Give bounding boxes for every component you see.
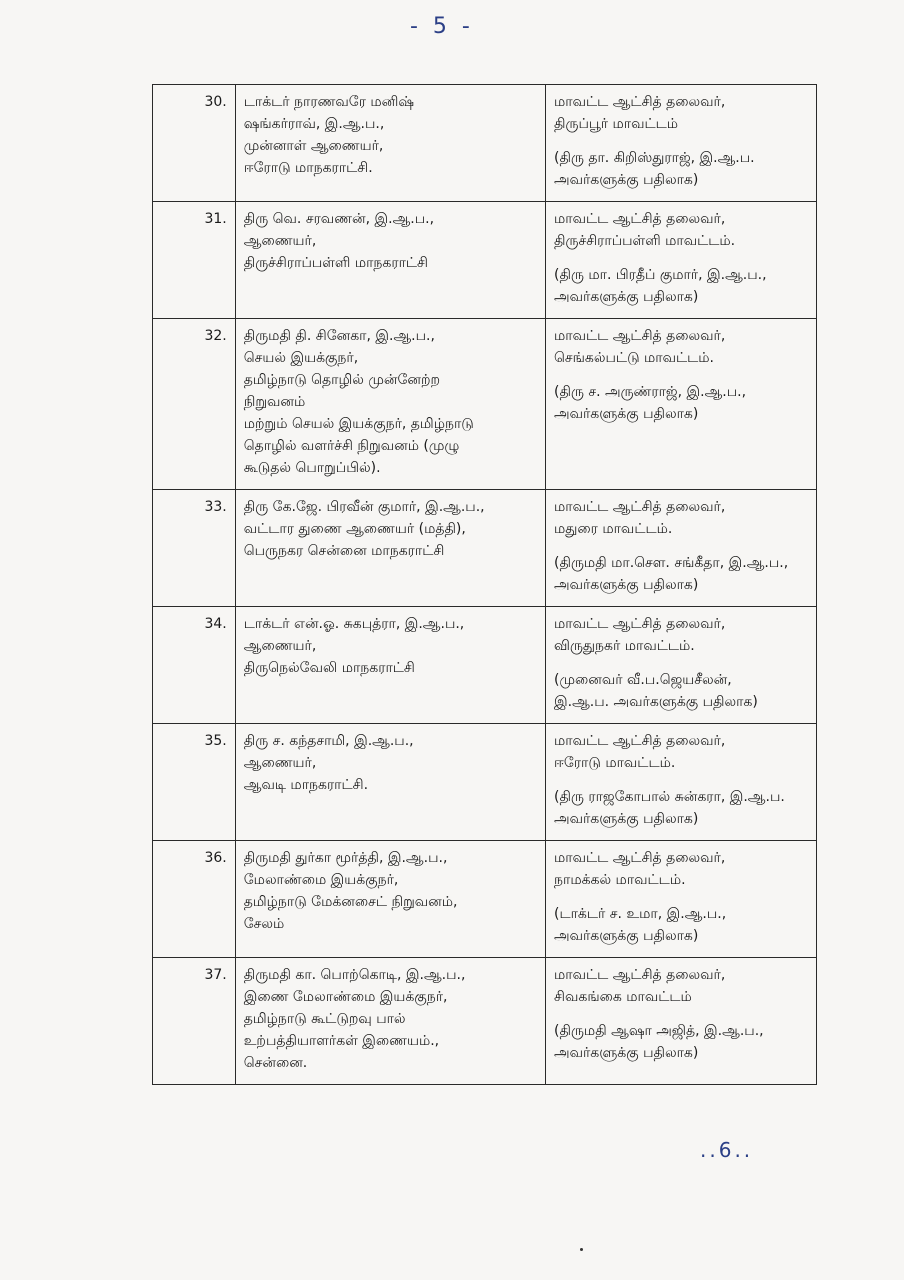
officer-line: வட்டார துணை ஆணையர் (மத்தி), [243,521,466,537]
officer-line: ஆவடி மாநகராட்சி. [243,777,369,793]
posting-line: திருப்பூர் மாவட்டம் [554,116,679,132]
officer-cell [235,958,545,1085]
table-row [153,841,817,958]
posting-line: மாவட்ட ஆட்சித் தலைவர், [554,967,726,983]
posting-line: மாவட்ட ஆட்சித் தலைவர், [554,733,726,749]
officer-line: டாக்டர் என்.ஓ. சுகபுத்ரா, இ.ஆ.ப., [243,616,465,632]
officer-line: திருமதி தி. சினேகா, இ.ஆ.ப., [243,328,435,344]
officer-line: டாக்டர் நாரணவரே மனிஷ் [243,94,415,110]
replacing-line: (திருமதி மா.செள. சங்கீதா, இ.ஆ.ப., [554,555,789,571]
posting-line: மாவட்ட ஆட்சித் தலைவர், [554,328,726,344]
officer-line: தமிழ்நாடு மேக்னசைட் நிறுவனம், [243,894,458,910]
officer-line: செயல் இயக்குநர், [243,350,359,366]
officer-line: தமிழ்நாடு கூட்டுறவு பால் [243,1011,406,1027]
serial-number: 34. [153,607,236,724]
officer-cell [235,490,545,607]
officer-line: ஆணையர், [243,755,317,771]
scan-speck [580,1248,583,1251]
posting-line: மாவட்ட ஆட்சித் தலைவர், [554,211,726,227]
officer-line: ஆணையர், [243,233,317,249]
officer-line: உற்பத்தியாளர்கள் இணையம்., [243,1033,440,1049]
officer-line: ஈரோடு மாநகராட்சி. [243,160,373,176]
posting-line: மாவட்ட ஆட்சித் தலைவர், [554,850,726,866]
replacing-line: அவர்களுக்கு பதிலாக) [554,811,699,827]
officer-line: திருமதி துர்கா மூர்த்தி, இ.ஆ.ப., [243,850,448,866]
posting-line: திருச்சிராப்பள்ளி மாவட்டம். [554,233,736,249]
transfer-orders-table [152,84,817,1085]
officer-cell [235,841,545,958]
posting-line: சிவகங்கை மாவட்டம் [554,989,692,1005]
officer-line: திருநெல்வேலி மாநகராட்சி [243,660,415,676]
officer-cell [235,724,545,841]
officer-line: திரு கே.ஜே. பிரவீன் குமார், இ.ஆ.ப., [243,499,485,515]
posting-line: மாவட்ட ஆட்சித் தலைவர், [554,94,726,110]
officer-cell [235,607,545,724]
posting-cell [546,958,817,1085]
table-row [153,490,817,607]
replacing-line: அவர்களுக்கு பதிலாக) [554,1045,699,1061]
replacing-line: (திருமதி ஆஷா அஜித், இ.ஆ.ப., [554,1023,764,1039]
officer-line: ஷங்கர்ராவ், இ.ஆ.ப., [243,116,385,132]
officer-line: தொழில் வளர்ச்சி நிறுவனம் (முழு [243,438,460,454]
officer-line: திருமதி கா. பொற்கொடி, இ.ஆ.ப., [243,967,466,983]
table-row [153,724,817,841]
officer-line: மற்றும் செயல் இயக்குநர், தமிழ்நாடு [243,416,474,432]
posting-cell [546,490,817,607]
officer-line: மேலாண்மை இயக்குநர், [243,872,399,888]
officer-line: முன்னாள் ஆணையர், [243,138,384,154]
replacing-line: இ.ஆ.ப. அவர்களுக்கு பதிலாக) [554,694,758,710]
replacing-line: (முனைவர் வீ.ப.ஜெயசீலன், [554,672,732,688]
officer-line: திரு வெ. சரவணன், இ.ஆ.ப., [243,211,435,227]
posting-line: நாமக்கல் மாவட்டம். [554,872,686,888]
officer-line: பெருநகர சென்னை மாநகராட்சி [243,543,445,559]
posting-cell [546,319,817,490]
table-row [153,319,817,490]
replacing-line: (டாக்டர் ச. உமா, இ.ஆ.ப., [554,906,727,922]
replacing-line: (திரு தா. கிறிஸ்துராஜ், இ.ஆ.ப. [554,150,755,166]
officer-line: ஆணையர், [243,638,317,654]
posting-cell [546,724,817,841]
posting-cell [546,85,817,202]
replacing-line: (திரு ச. அருண்ராஜ், இ.ஆ.ப., [554,384,747,400]
posting-cell [546,202,817,319]
officer-line: இணை மேலாண்மை இயக்குநர், [243,989,448,1005]
posting-line: ஈரோடு மாவட்டம். [554,755,676,771]
officer-cell [235,202,545,319]
posting-line: மாவட்ட ஆட்சித் தலைவர், [554,616,726,632]
posting-line: மாவட்ட ஆட்சித் தலைவர், [554,499,726,515]
officer-line: திருச்சிராப்பள்ளி மாநகராட்சி [243,255,429,271]
page-number: - 5 - [410,14,474,39]
serial-number: 31. [153,202,236,319]
replacing-line: அவர்களுக்கு பதிலாக) [554,289,699,305]
table-row [153,85,817,202]
posting-line: செங்கல்பட்டு மாவட்டம். [554,350,714,366]
serial-number: 33. [153,490,236,607]
posting-line: மதுரை மாவட்டம். [554,521,673,537]
table-row [153,958,817,1085]
serial-number: 36. [153,841,236,958]
officer-cell [235,85,545,202]
replacing-line: அவர்களுக்கு பதிலாக) [554,928,699,944]
officer-cell [235,319,545,490]
table-row [153,607,817,724]
officer-line: நிறுவனம் [243,394,306,410]
replacing-line: அவர்களுக்கு பதிலாக) [554,577,699,593]
officer-line: கூடுதல் பொறுப்பில்). [243,460,381,476]
officer-line: திரு ச. கந்தசாமி, இ.ஆ.ப., [243,733,414,749]
table-row [153,202,817,319]
officer-line: சேலம் [243,916,285,932]
serial-number: 37. [153,958,236,1085]
serial-number: 35. [153,724,236,841]
serial-number: 32. [153,319,236,490]
posting-cell [546,841,817,958]
posting-cell [546,607,817,724]
officer-line: தமிழ்நாடு தொழில் முன்னேற்ற [243,372,441,388]
replacing-line: அவர்களுக்கு பதிலாக) [554,172,699,188]
next-page-marker: ..6.. [700,1138,754,1162]
officer-line: சென்னை. [243,1055,308,1071]
posting-line: விருதுநகர் மாவட்டம். [554,638,695,654]
replacing-line: (திரு ராஜகோபால் சுன்கரா, இ.ஆ.ப. [554,789,785,805]
replacing-line: அவர்களுக்கு பதிலாக) [554,406,699,422]
replacing-line: (திரு மா. பிரதீப் குமார், இ.ஆ.ப., [554,267,767,283]
serial-number: 30. [153,85,236,202]
